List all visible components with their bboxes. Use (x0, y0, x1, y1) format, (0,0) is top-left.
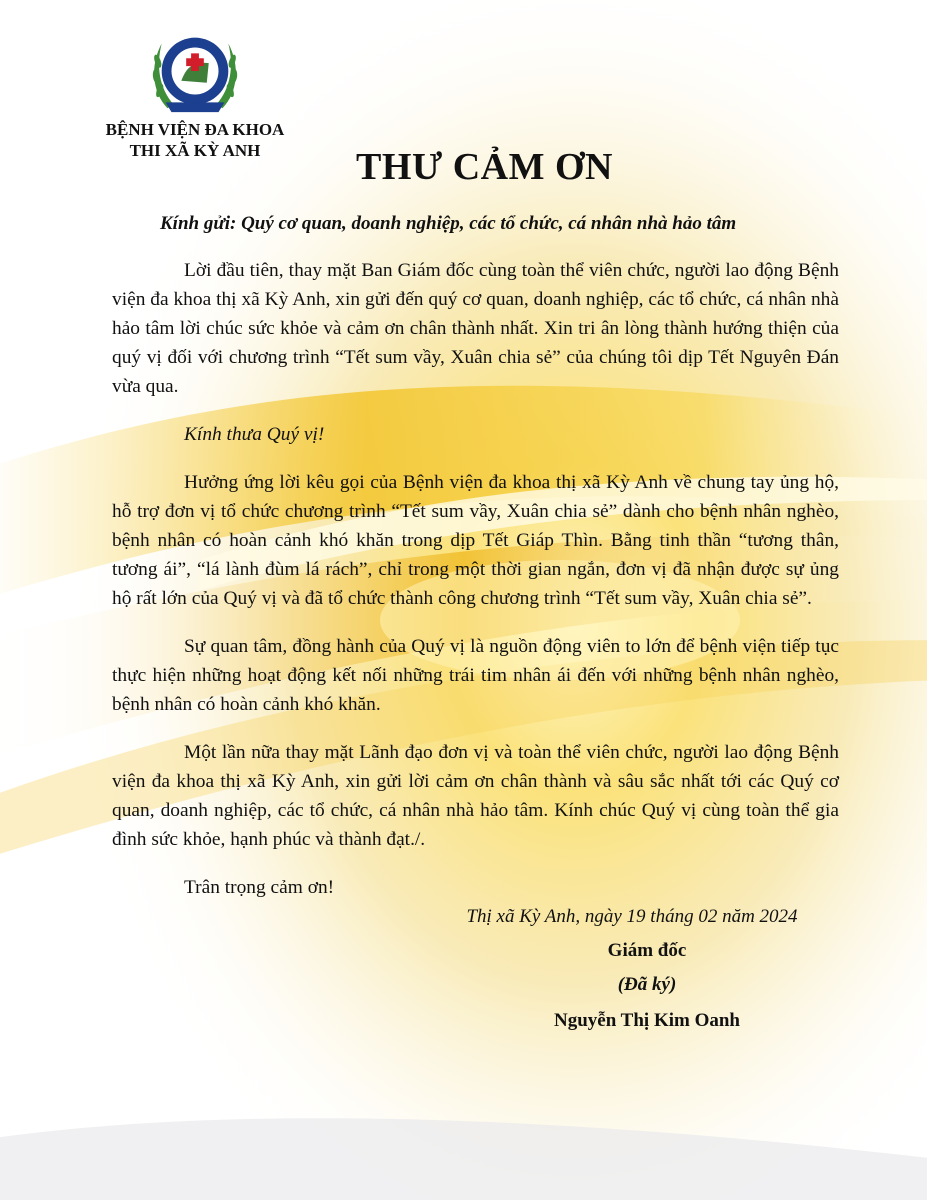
letter-title: THƯ CẢM ƠN (356, 146, 613, 188)
signed-mark: (Đã ký) (617, 974, 677, 995)
org-line-2: THI XÃ KỲ ANH (129, 141, 261, 160)
paragraph-salutation: Kính thưa Quý vị! (184, 424, 325, 445)
date-line: Thị xã Kỳ Anh, ngày 19 tháng 02 năm 2024 (466, 906, 798, 927)
signer-role: Giám đốc (607, 940, 687, 961)
paragraph-encouragement: Sự quan tâm, đồng hành của Quý vị là nguồn động viên to lớn để bệnh viện tiếp tục thực hiện những hoạt động kết nối những trái tim nhân ái đến với những bệnh nhân nghèo, bệnh nhân có hoàn cảnh khó khăn. (112, 636, 839, 715)
hospital-logo (146, 22, 244, 120)
letter-body (112, 256, 839, 921)
signature-block (412, 906, 852, 1032)
signer-name: Nguyễn Thị Kim Oanh (553, 1010, 740, 1031)
paragraph-opening: Lời đầu tiên, thay mặt Ban Giám đốc cùng toàn thể viên chức, người lao động Bệnh viện đa khoa thị xã Kỳ Anh, xin gửi đến quý cơ quan, doanh nghiệp, các tổ chức, cá nhân nhà hảo tâm lời chúc sức khỏe và cảm ơn chân thành nhất. Xin tri ân lòng thành hướng thiện của quý vị đối với chương trình “Tết sum vầy, Xuân chia sẻ” của chúng tôi dịp Tết Nguyên Đán vừa qua. (112, 260, 839, 397)
org-line-1: BỆNH VIỆN ĐA KHOA (105, 120, 285, 139)
paragraph-response: Hưởng ứng lời kêu gọi của Bệnh viện đa khoa thị xã Kỳ Anh về chung tay ủng hộ, hỗ trợ đơn vị tổ chức chương trình “Tết sum vầy, Xuân chia sẻ” dành cho bệnh nhân nghèo, bệnh nhân có hoàn cảnh khó khăn trong dịp Tết Giáp Thìn. Bằng tinh thần “tương thân, tương ái”, “lá lành đùm lá rách”, chỉ trong một thời gian ngắn, đơn vị đã nhận được sự ủng hộ rất lớn của Quý vị và đã tổ chức thành công chương trình “Tết sum vầy, Xuân chia sẻ”. (112, 472, 839, 609)
addressee-line: Kính gửi: Quý cơ quan, doanh nghiệp, các tổ chức, cá nhân nhà hảo tâm (160, 213, 737, 234)
paragraph-thanks: Một lần nữa thay mặt Lãnh đạo đơn vị và toàn thể viên chức, người lao động Bệnh viện đa khoa thị xã Kỳ Anh, xin gửi lời cảm ơn chân thành và sâu sắc nhất tới các Quý cơ quan, doanh nghiệp, các tổ chức, cá nhân nhà hảo tâm. Kính chúc Quý vị cùng toàn thể gia đình sức khỏe, hạnh phúc và thành đạt./. (112, 742, 839, 850)
paragraph-closing: Trân trọng cảm ơn! (184, 877, 335, 898)
